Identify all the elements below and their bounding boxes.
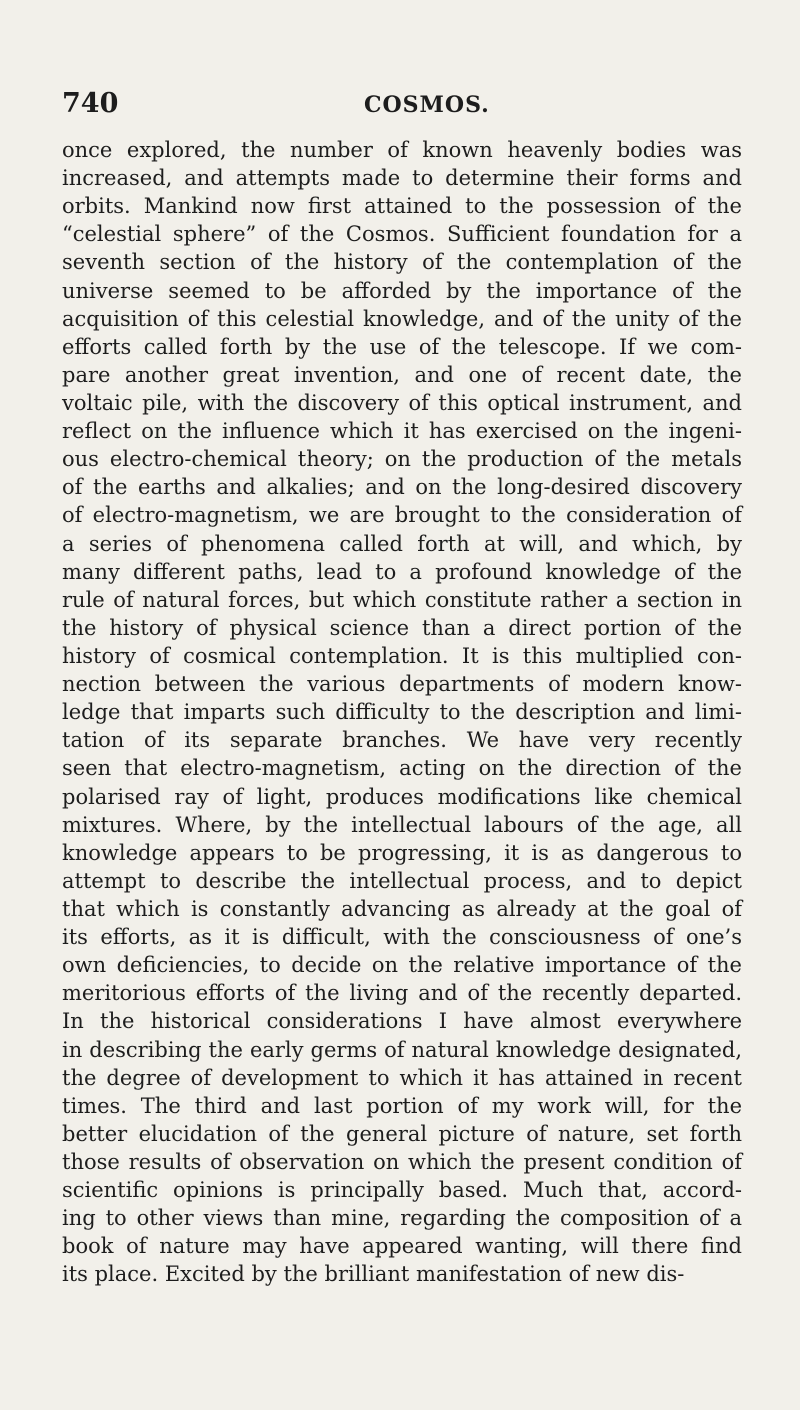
text-line: scientific opinions is principally based. Much that, accord- [62,1178,742,1203]
text-line: ledge that imparts such difficulty to the description and limi- [62,700,742,725]
text-line: the history of physical science than a direct portion of the [62,615,742,640]
text-line: ous electro-chemical theory; on the production of the metals [62,447,742,472]
running-head: COSMOS. [364,92,490,118]
text-line: knowledge appears to be progressing, it is as dangerous to [62,840,742,865]
text-line: history of cosmical contemplation. It is this multiplied con- [62,643,742,668]
text-line: in describing the early germs of natural knowledge designated, [62,1037,742,1062]
text-line: efforts called forth by the use of the telescope. If we com- [62,334,742,359]
text-line: those results of observation on which the present condition of [62,1149,742,1174]
text-line: attempt to describe the intellectual process, and to depict [62,868,742,893]
text-line: “celestial sphere” of the Cosmos. Sufficient foundation for a [62,222,742,247]
text-line: ing to other views than mine, regarding the composition of a [62,1206,742,1231]
text-line: acquisition of this celestial knowledge, and of the unity of the [62,306,742,331]
text-line: increased, and attempts made to determine their forms and [62,166,742,191]
text-line: times. The third and last portion of my work will, for the [62,1093,742,1118]
text-line: rule of natural forces, but which constitute rather a section in [62,587,742,612]
text-line: universe seemed to be afforded by the importance of the [62,278,742,303]
text-line: better elucidation of the general picture of nature, set forth [62,1121,742,1146]
text-line: tation of its separate branches. We have very recently [62,728,742,753]
text-line: seen that electro-magnetism, acting on the direction of the [62,756,742,781]
text-line: reflect on the influence which it has exercised on the ingeni- [62,419,742,444]
text-line: In the historical considerations I have almost everywhere [62,1009,742,1034]
text-line: pare another great invention, and one of recent date, the [62,362,742,387]
text-line: voltaic pile, with the discovery of this optical instrument, and [62,390,742,415]
text-line: book of nature may have appeared wanting, will there find [62,1234,742,1259]
text-line: that which is constantly advancing as already at the goal of [62,896,742,921]
text-line: seventh section of the history of the contemplation of the [62,250,742,275]
text-line: nection between the various departments of modern know- [62,672,742,697]
text-line: the degree of development to which it has attained in recent [62,1065,742,1090]
body-text [62,136,742,1288]
text-line: once explored, the number of known heavenly bodies was [62,138,742,162]
text-line: of electro-magnetism, we are brought to the consideration of [62,503,742,528]
text-line: polarised ray of light, produces modifications like chemical [62,784,742,809]
text-line: a series of phenomena called forth at will, and which, by [62,531,742,556]
text-line: its place. Excited by the brilliant manifestation of new dis- [62,1262,685,1287]
text-line: own deficiencies, to decide on the relative importance of the [62,953,742,978]
text-line: many different paths, lead to a profound knowledge of the [62,559,742,584]
text-line: of the earths and alkalies; and on the long-desired discovery [62,475,742,500]
page-number: 740 [62,88,119,119]
page-header [62,88,742,128]
text-line: meritorious efforts of the living and of the recently departed. [62,981,742,1006]
text-line: mixtures. Where, by the intellectual labours of the age, all [62,812,742,837]
text-line: orbits. Mankind now first attained to the possession of the [62,194,742,219]
text-line: its efforts, as it is difficult, with the consciousness of one’s [62,925,742,950]
